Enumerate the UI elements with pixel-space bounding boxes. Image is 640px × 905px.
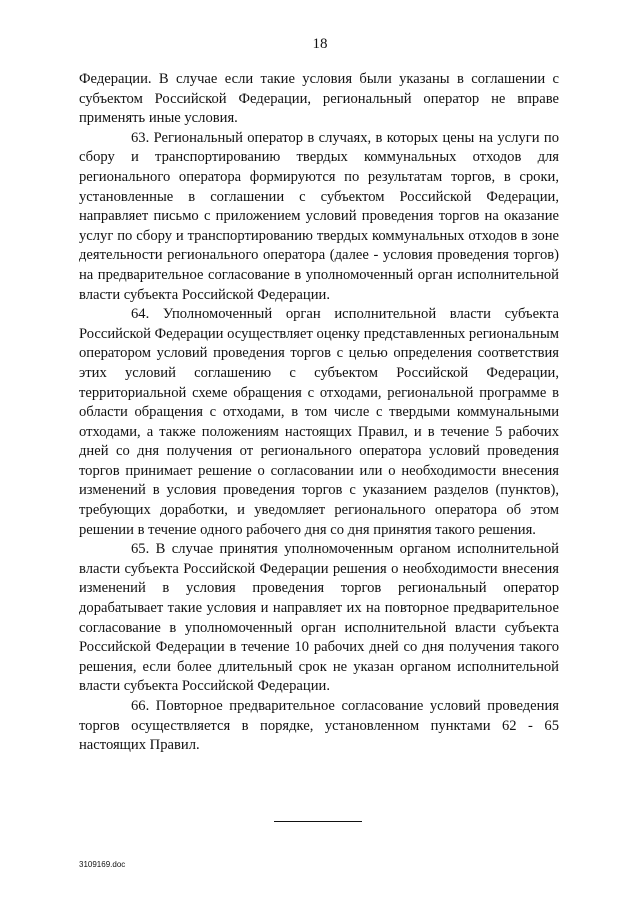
paragraph-continuation: Федерации. В случае если такие условия были указаны в соглашении с субъектом Российской Федерации, региональный оператор не вправе применять иные условия. bbox=[79, 71, 559, 127]
paragraph-65: 65. В случае принятия уполномоченным органом исполнительной власти субъекта Российской Федерации решения о необходимости внесения изменений в условия проведения торгов региональный оператор дорабатывает такие условия и направляет их на повторное предварительное согласование в уполномоченный орган исполнительной власти субъекта Российской Федерации в течение 10 рабочих дней со дня получения такого решения, если более длительный срок не указан органом исполнительной власти субъекта Российской Федерации. bbox=[79, 541, 559, 695]
paragraph-63: 63. Региональный оператор в случаях, в которых цены на услуги по сбору и транспортированию твердых коммунальных отходов для регионального оператора формируются по результатам торгов, в сроки, установленные в соглашении с субъектом Российской Федерации, направляет письмо с приложением условий проведения торгов на оказание услуг по сбору и транспортированию твердых коммунальных отходов в зоне деятельности регионального оператора (далее - условия проведения торгов) на предварительное согласование в уполномоченный орган исполнительной власти субъекта Российской Федерации. bbox=[79, 129, 559, 303]
file-name-footer: 3109169.doc bbox=[79, 860, 126, 869]
end-separator-line bbox=[274, 821, 362, 822]
page-number: 18 bbox=[312, 36, 328, 52]
paragraph-66: 66. Повторное предварительное согласование условий проведения торгов осуществляется в порядке, установленном пунктами 62 - 65 настоящих Правил. bbox=[79, 698, 559, 754]
document-body bbox=[79, 70, 559, 756]
paragraph-64: 64. Уполномоченный орган исполнительной власти субъекта Российской Федерации осуществляет оценку представленных региональным оператором условий проведения торгов с целью определения соответствия этих условий соглашению с субъектом Российской Федерации, территориальной схеме обращения с отходами, региональной программе в области обращения с отходами, в том числе с твердыми коммунальными отходами, а также положениям настоящих Правил, и в течение 5 рабочих дней со дня получения от регионального оператора условий проведения торгов принимает решение о согласовании или о необходимости внесения изменений в условия проведения торгов с указанием разделов (пунктов), требующих доработки, и уведомляет регионального оператора об этом решении в течение одного рабочего дня со дня принятия такого решения. bbox=[79, 306, 559, 538]
